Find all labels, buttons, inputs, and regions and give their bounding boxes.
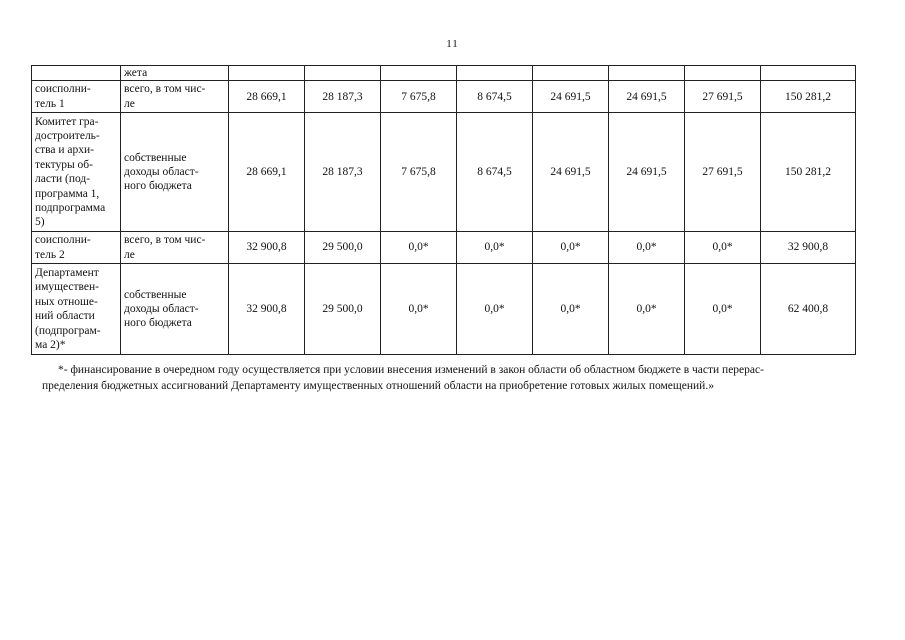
table-row [32, 264, 856, 355]
value-cell [533, 66, 609, 81]
value-cell: 0,0* [533, 264, 609, 355]
value-cell: 7 675,8 [381, 113, 457, 232]
value-cell: 24 691,5 [533, 81, 609, 113]
table-row [32, 232, 856, 264]
value-cell: 0,0* [533, 232, 609, 264]
table-row-header-continuation [32, 66, 856, 81]
footnote-line-2: пределения бюджетных ассигнований Департаменту имущественных отношений области на приобретение готовых жилых помещений.» [42, 380, 714, 392]
value-cell: 0,0* [457, 264, 533, 355]
funding-source-cell: собственные доходы област- ного бюджета [121, 264, 229, 355]
total-cell: 150 281,2 [761, 113, 856, 232]
table-row [32, 81, 856, 113]
value-cell: 8 674,5 [457, 81, 533, 113]
funding-source-cell: жета [121, 66, 229, 81]
value-cell: 0,0* [457, 232, 533, 264]
funding-source-cell: всего, в том чис- ле [121, 81, 229, 113]
executor-cell: Департамент имуществен- ных отноше- ний области (подпрограм- ма 2)* [32, 264, 121, 355]
total-cell: 32 900,8 [761, 232, 856, 264]
value-cell: 29 500,0 [305, 264, 381, 355]
value-cell: 27 691,5 [685, 81, 761, 113]
value-cell: 0,0* [381, 264, 457, 355]
executor-cell: соисполни- тель 2 [32, 232, 121, 264]
value-cell: 24 691,5 [609, 81, 685, 113]
value-cell: 0,0* [609, 264, 685, 355]
footnote-line-1: *- финансирование в очередном году осуществляется при условии внесения изменений в закон области об областном бюджете в части перерас- [58, 364, 764, 376]
executor-cell [32, 66, 121, 81]
value-cell: 32 900,8 [229, 232, 305, 264]
value-cell: 0,0* [685, 264, 761, 355]
total-cell: 62 400,8 [761, 264, 856, 355]
page-number: 11 [446, 38, 459, 50]
budget-table [31, 65, 856, 355]
value-cell: 24 691,5 [533, 113, 609, 232]
value-cell: 28 187,3 [305, 81, 381, 113]
value-cell [229, 66, 305, 81]
value-cell: 0,0* [685, 232, 761, 264]
value-cell: 32 900,8 [229, 264, 305, 355]
total-cell [761, 66, 856, 81]
executor-cell: соисполни- тель 1 [32, 81, 121, 113]
value-cell: 8 674,5 [457, 113, 533, 232]
value-cell [305, 66, 381, 81]
value-cell: 28 187,3 [305, 113, 381, 232]
funding-source-cell: всего, в том чис- ле [121, 232, 229, 264]
value-cell: 0,0* [609, 232, 685, 264]
value-cell: 28 669,1 [229, 81, 305, 113]
executor-cell: Комитет гра- достроитель- ства и архи- тектуры об- ласти (под- программа 1, подпрограмма 5) [32, 113, 121, 232]
value-cell [609, 66, 685, 81]
value-cell: 24 691,5 [609, 113, 685, 232]
total-cell: 150 281,2 [761, 81, 856, 113]
value-cell: 0,0* [381, 232, 457, 264]
value-cell: 27 691,5 [685, 113, 761, 232]
value-cell: 28 669,1 [229, 113, 305, 232]
value-cell [457, 66, 533, 81]
table-row [32, 113, 856, 232]
value-cell: 29 500,0 [305, 232, 381, 264]
value-cell [381, 66, 457, 81]
footnote [42, 362, 860, 394]
value-cell [685, 66, 761, 81]
funding-source-cell: собственные доходы област- ного бюджета [121, 113, 229, 232]
value-cell: 7 675,8 [381, 81, 457, 113]
